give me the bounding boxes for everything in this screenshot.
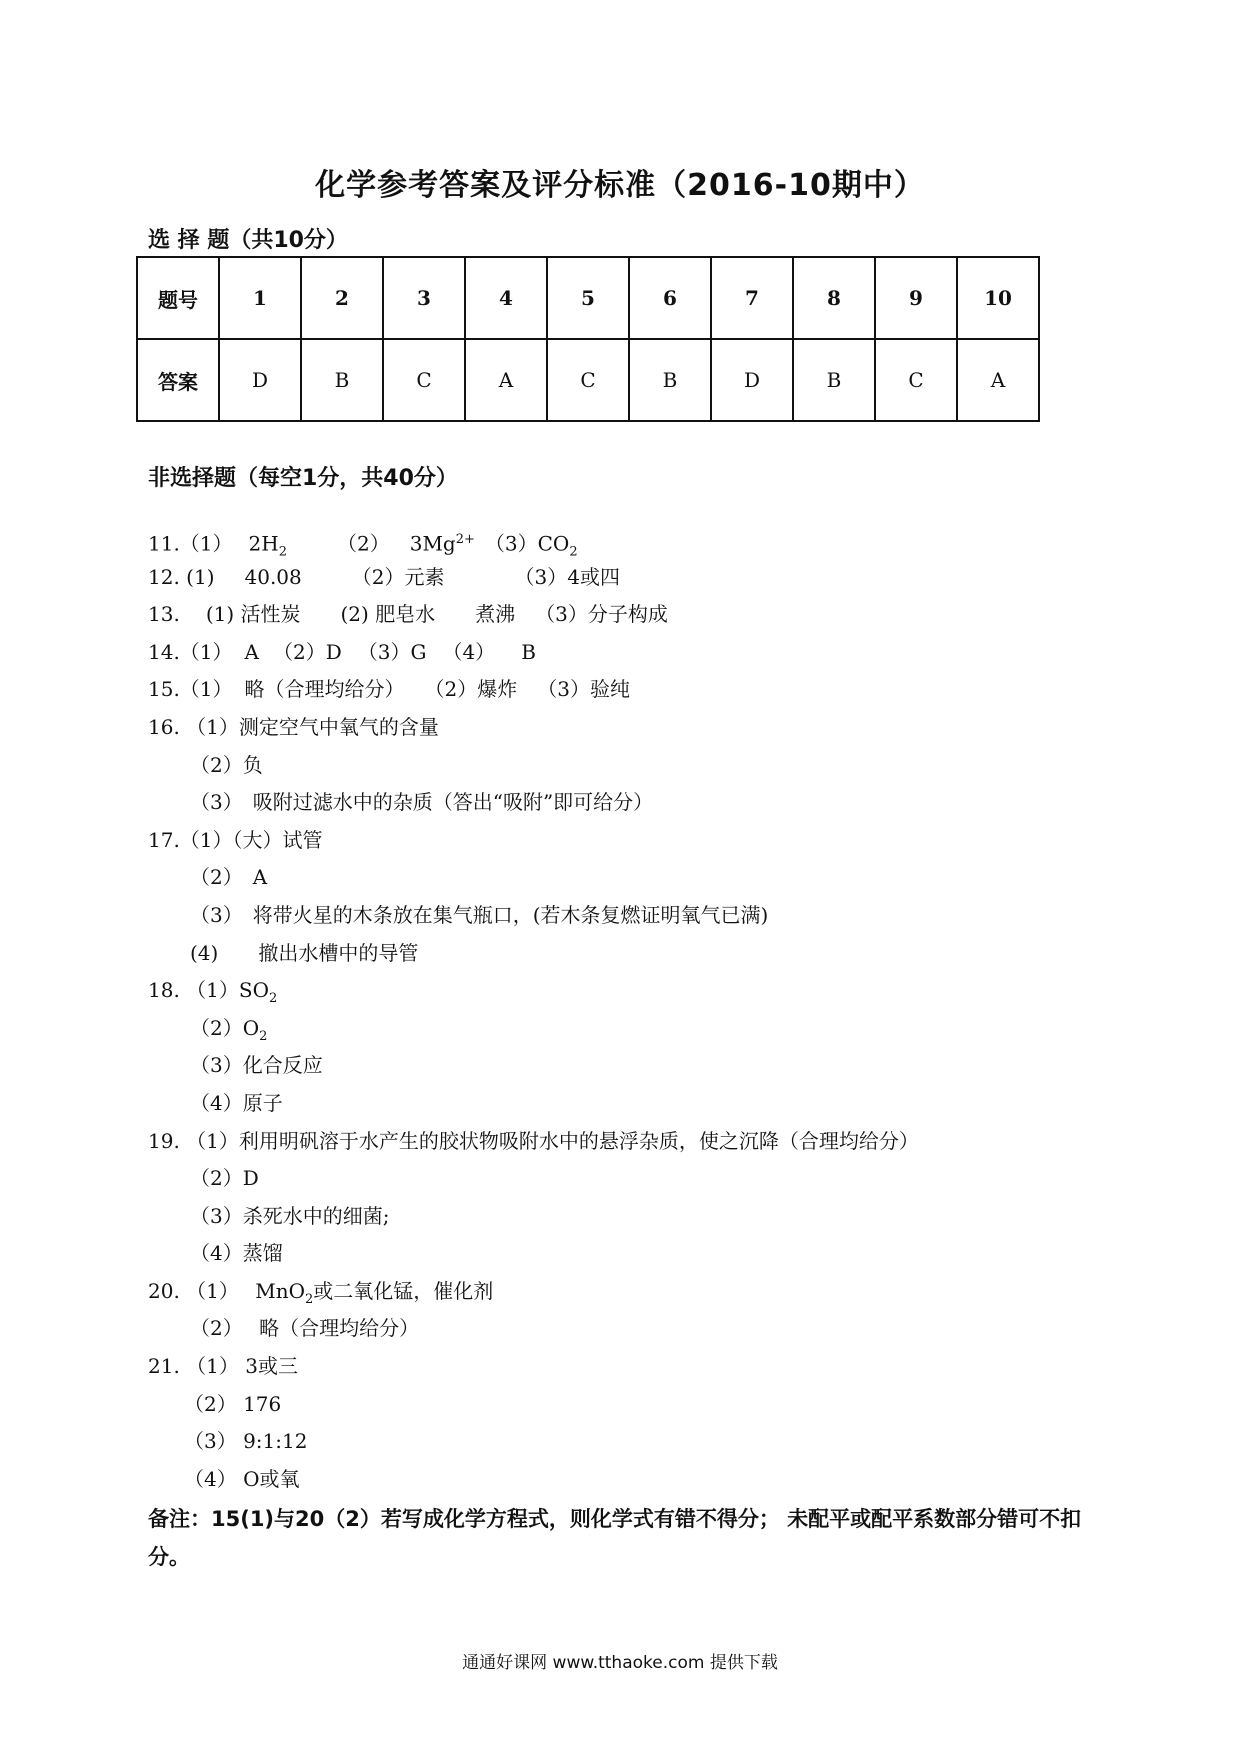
answer-q12: 12. (1) 40.08 （2）元素 （3）4或四 [148,564,620,589]
answer-q17-3: （3） 将带火星的木条放在集气瓶口，(若木条复燃证明氧气已满) [190,902,769,927]
answer-q21-2: （2） 176 [184,1391,282,1416]
answer-q20-1: 20. （1） MnO$_2$或二氧化锰，催化剂 [148,1278,494,1307]
answer-q16-1: 16. （1）测定空气中氧气的含量 [148,714,439,739]
table-cell-answer: B [629,339,711,421]
table-cell-answer: D [711,339,793,421]
answer-q13: 13. (1) 活性炭 (2) 肥皂水 煮沸 （3）分子构成 [148,602,668,627]
table-cell-number: 4 [465,257,547,339]
answer-q19-3: （3）杀死水中的细菌; [190,1203,390,1228]
table-row-answers [137,339,1039,421]
table-cell-number: 8 [793,257,875,339]
answer-q18-3: （3）化合反应 [190,1053,323,1078]
answers-list [148,521,1108,1498]
table-cell-number: 9 [875,257,957,339]
answer-q19-4: （4）蒸馏 [190,1241,283,1266]
answer-q11: 11.（1） $2H_2$ （2） $3Mg^{2+}$ $(3)CO_2$ [148,531,578,560]
table-cell-answer: A [957,339,1039,421]
table-cell-number: 1 [219,257,301,339]
table-cell-answer: C [383,339,465,421]
section-open-questions-heading: 非选择题（每空1分，共40分） [148,466,458,491]
table-cell-answer: D [219,339,301,421]
answer-q14: 14.（1） A （2）D （3）G （4） B [148,639,536,664]
table-cell-answer: C [547,339,629,421]
answer-q17-2: （2） A [190,865,268,890]
footer-source: 通通好课网 www.tthaoke.com 提供下载 [462,1653,778,1673]
table-cell-answer: A [465,339,547,421]
answer-q18-2: $(2)O_2$ [190,1015,268,1044]
table-cell-number: 3 [383,257,465,339]
answer-q18-1: 18. $(1)SO_2$ [148,978,278,1007]
page-title: 化学参考答案及评分标准（2016-10期中） [315,168,925,203]
answer-q16-3: （3） 吸附过滤水中的杂质（答出“吸附”即可给分） [190,790,654,815]
answer-q20-2: （2） 略（合理均给分） [190,1316,420,1341]
table-cell-number: 10 [957,257,1039,339]
answer-q19-2: （2）D [190,1166,259,1191]
answer-q15: 15.（1） 略（合理均给分） （2）爆炸 （3）验纯 [148,677,630,702]
answer-table [136,256,1040,422]
table-cell-number: 2 [301,257,383,339]
answer-q19-1: 19. （1）利用明矾溶于水产生的胶状物吸附水中的悬浮杂质，使之沉降（合理均给分） [148,1128,919,1153]
table-cell-number: 6 [629,257,711,339]
answer-q17-1: 17.（1）（大）试管 [148,827,323,852]
table-cell-number: 7 [711,257,793,339]
answer-q21-3: （3） 9:1:12 [184,1429,308,1454]
table-row-numbers [137,257,1039,339]
answer-q21-1: 21. （1） 3或三 [148,1354,298,1379]
answer-q21-4: （4） O或氧 [184,1466,300,1491]
table-header-number: 题号 [137,257,219,339]
table-header-answer: 答案 [137,339,219,421]
answer-q17-4: (4) 撤出水槽中的导管 [190,940,419,965]
grading-note: 备注：15(1)与20（2）若写成化学方程式，则化学式有错不得分； 未配平或配平系数部分错可不扣分。 [148,1507,1082,1569]
answer-q16-2: （2）负 [190,752,263,777]
table-cell-answer: C [875,339,957,421]
section-multiple-choice-heading: 选 择 题（共10分） [148,228,348,253]
answer-q18-4: （4）原子 [190,1090,283,1115]
table-cell-answer: B [793,339,875,421]
table-cell-answer: B [301,339,383,421]
table-cell-number: 5 [547,257,629,339]
